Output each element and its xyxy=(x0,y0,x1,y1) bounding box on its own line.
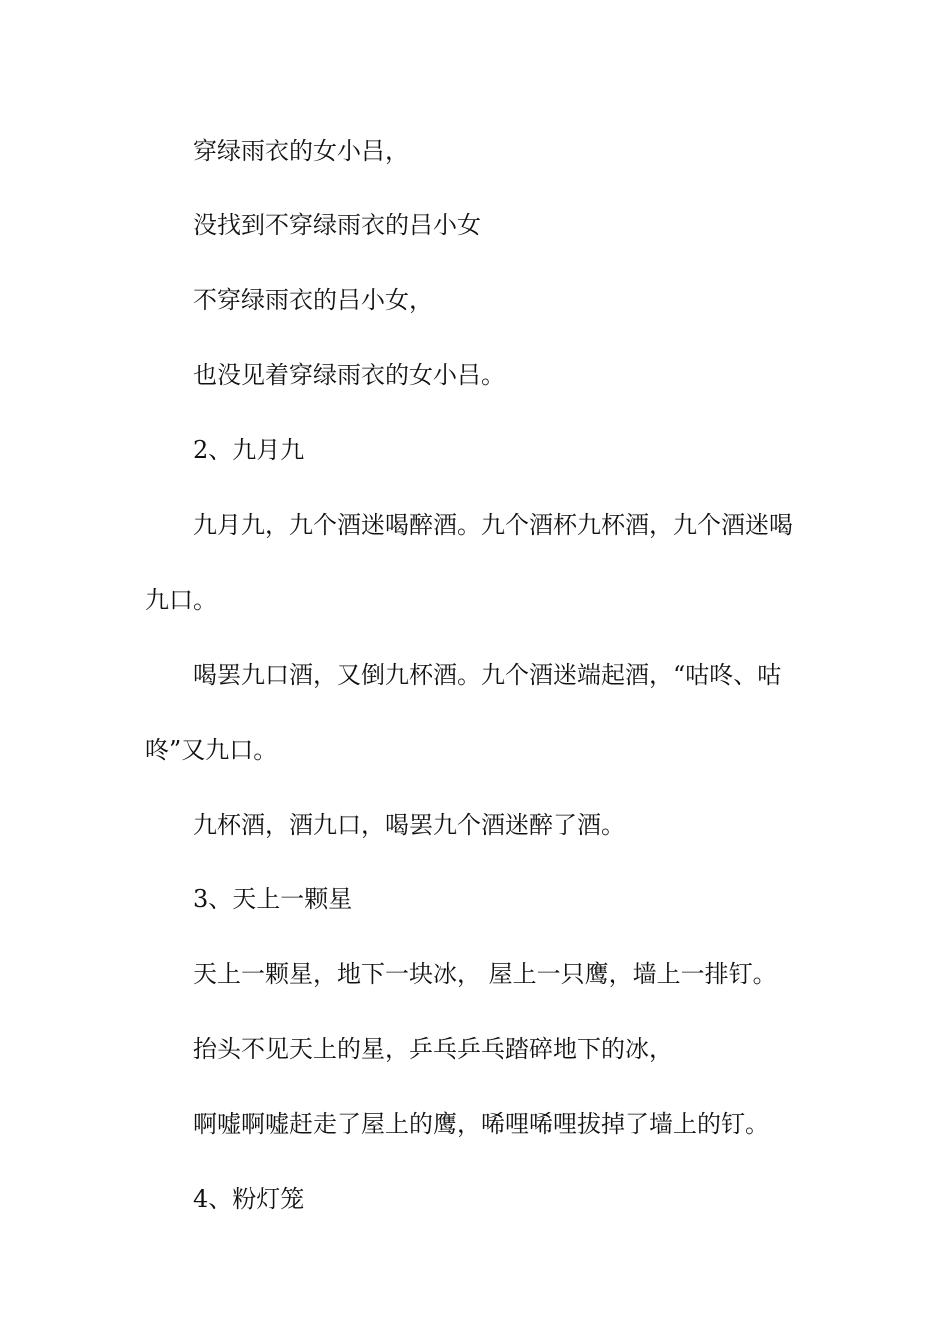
paragraph-line: 也没见着穿绿雨衣的女小吕。 xyxy=(193,361,505,389)
paragraph-line: 啊嘘啊嘘赶走了屋上的鹰，唏哩唏哩拔掉了墙上的钉。 xyxy=(193,1110,769,1138)
paragraph-line: 咚”又九口。 xyxy=(145,736,278,764)
paragraph-line: 九月九，九个酒迷喝醉酒。九个酒杯九杯酒，九个酒迷喝 xyxy=(193,511,793,539)
paragraph-line: 没找到不穿绿雨衣的吕小女 xyxy=(193,211,481,239)
paragraph-line: 喝罢九口酒，又倒九杯酒。九个酒迷端起酒，“咕咚、咕 xyxy=(193,661,782,689)
paragraph-line: 九杯酒，酒九口，喝罢九个酒迷醉了酒。 xyxy=(193,811,625,839)
section-heading: 2、九月九 xyxy=(193,436,305,464)
paragraph-line: 穿绿雨衣的女小吕， xyxy=(193,137,409,165)
paragraph-line: 抬头不见天上的星，乒乓乒乓踏碎地下的冰， xyxy=(193,1035,673,1063)
paragraph-line: 不穿绿雨衣的吕小女， xyxy=(193,286,433,314)
paragraph-line: 九口。 xyxy=(145,586,217,614)
paragraph-line: 天上一颗星，地下一块冰， 屋上一只鹰，墙上一排钉。 xyxy=(193,960,777,988)
section-heading: 4、粉灯笼 xyxy=(193,1185,305,1213)
section-heading: 3、天上一颗星 xyxy=(193,885,353,913)
